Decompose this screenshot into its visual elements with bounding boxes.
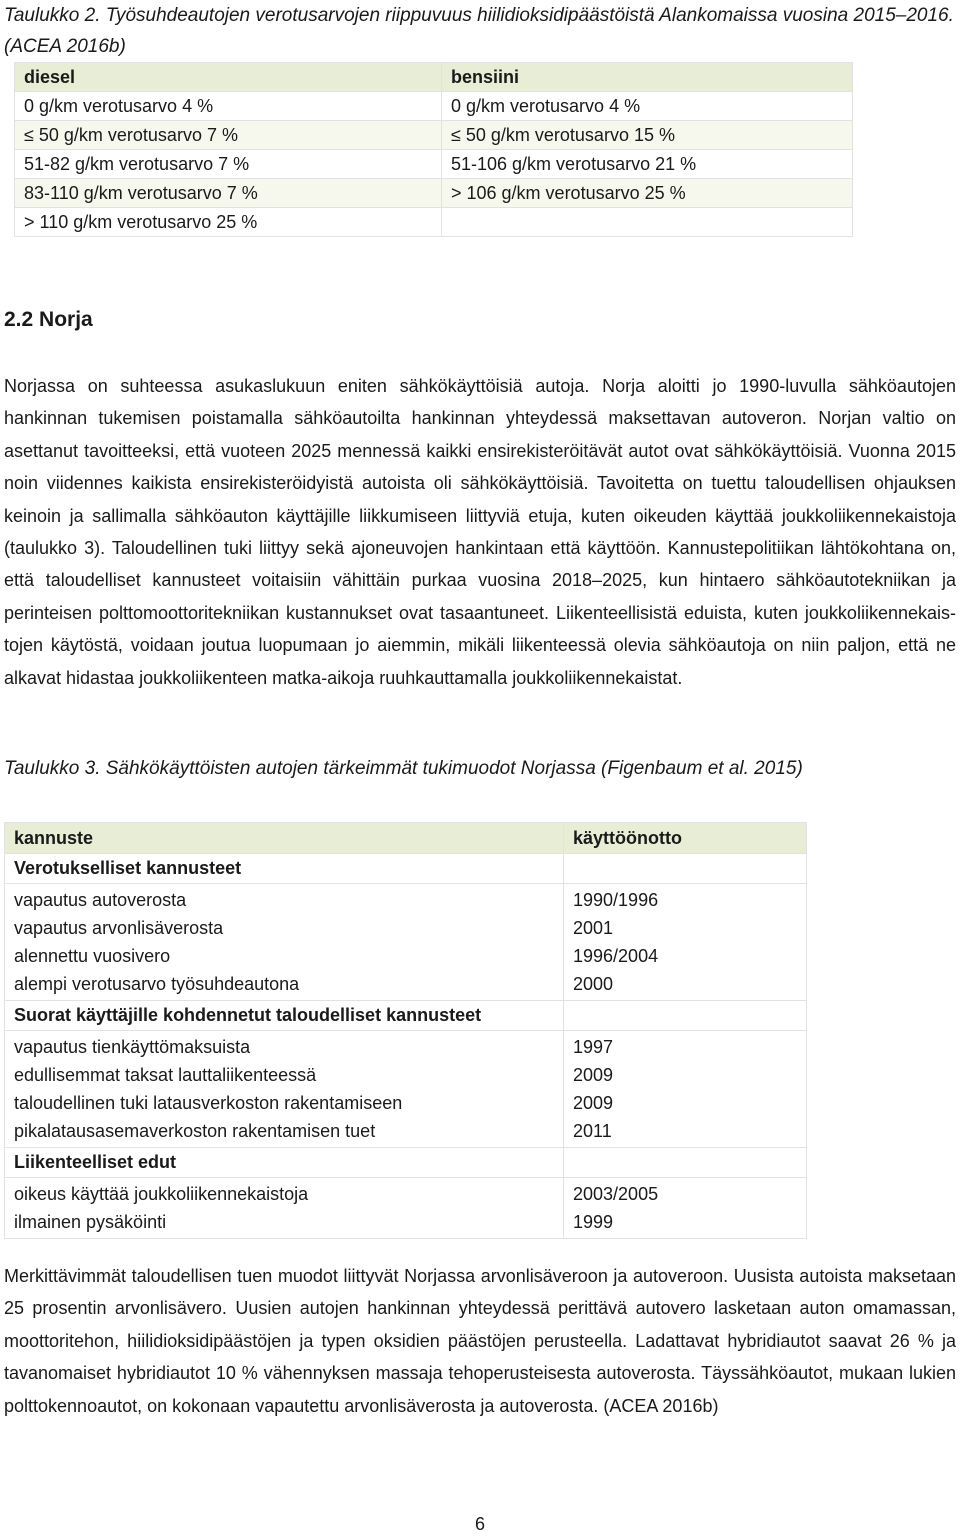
table-cell: 51-82 g/km verotusarvo 7 % — [15, 150, 442, 179]
table3-header-row — [5, 823, 807, 854]
year-value: 2009 — [573, 1065, 614, 1085]
table-cell — [442, 208, 853, 237]
section-heading: 2.2 Norja — [4, 308, 93, 331]
paragraph-taxation: Merkittävimmät taloudellisen tuen muodot liittyvät Norjassa arvonlisäveroon ja autoveroon. Uusista autoista maksetaan 25 prosentin arvonlisävero. Uusien autojen hankinnan yhteydessä perittävä autovero lasketaan auton omamassan, moottoritehon, hiilidioksidipäästöjen ja typen oksidien päästöjen perusteella. Ladattavat hybridiautot saavat 26 % ja tavanomaiset hybridiautot 10 % vähennyksen massaja tehoperusteisesta autoverosta. Täyssähköautot, mukaan lukien polttokennoautot, on kokonaan vapautettu arvonlisäverosta ja autoverosta. (ACEA 2016b) — [4, 1266, 956, 1416]
year-value: 2003/2005 — [573, 1184, 659, 1204]
table2-caption: Taulukko 2. Työsuhdeautojen verotusarvojen riippuvuus hiilidioksidipäästöistä Alankomaissa vuosina 2015–2016. (ACEA 2016b) — [4, 5, 954, 57]
year-value: 1997 — [573, 1037, 614, 1057]
table2-header-row — [15, 63, 853, 92]
table-cell: ≤ 50 g/km verotusarvo 15 % — [442, 121, 853, 150]
table-cell: > 110 g/km verotusarvo 25 % — [15, 208, 442, 237]
table-cell: 51-106 g/km verotusarvo 21 % — [442, 150, 853, 179]
table3-header-kannuste: kannuste — [5, 823, 564, 854]
list-item: alennettu vuosivero — [14, 946, 171, 966]
table-row — [15, 92, 853, 121]
year-value: 1999 — [573, 1212, 614, 1232]
list-item: pikalatausasemaverkoston rakentamisen tuet — [14, 1121, 376, 1141]
table-row — [5, 1178, 807, 1239]
year-value: 1996/2004 — [573, 946, 659, 966]
table3-header-kayttoonotto: käyttöönotto — [564, 823, 807, 854]
page-number: 6 — [474, 1514, 485, 1534]
table-row — [15, 121, 853, 150]
paragraph-norway: Norjassa on suhteessa asukaslukuun eniten sähkökäyttöisiä autoja. Norja aloitti jo 1990-luvulla sähköautojen hankinnan tukemisen poistamalla sähköautoilta hankinnan yhteydessä maksettavan autoveron. Norjan valtio on asettanut tavoitteeksi, että vuoteen 2025 mennessä kaikki ensirekisteröitävät autot ovat sähkökäyttöisiä. Vuonna 2015 noin viidennes kaikista ensirekisteröidyistä autoista oli sähkökäyttöisiä. Tavoitetta on tuettu taloudellisen ohjauksen keinoin ja sallimalla sähköauton käyttäjille liikkumiseen liittyviä etuja, kuten oikeuden käyttää joukkoliikennekaistoja (taulukko 3). Taloudellinen tuki liittyy sekä ajoneuvojen hankintaan että käyttöön. Kannustepolitiikan lähtökohtana on, että taloudelliset kannusteet voitaisiin vähittäin purkaa vuosina 2018–2025, kun hintaero sähköautotekniikan ja perinteisen polttomoottoritekniikan kustannukset ovat tasaantuneet. Liikenteellisistä eduista, kuten joukkoliikennekaistojen käytöstä, voidaan joutua luopumaan jo aiemmin, mikäli liikenteessä olevia sähköautoja on niin paljon, että ne alkavat hidastaa joukkoliikenteen matka-aikoja ruuhkauttamalla joukkoliikennekaistat. — [4, 376, 956, 688]
year-value: 2011 — [573, 1121, 612, 1141]
table-row — [5, 884, 807, 1001]
list-item: vapautus tienkäyttömaksuista — [14, 1037, 251, 1057]
table-cell: ≤ 50 g/km verotusarvo 7 % — [15, 121, 442, 150]
table3-group-title-row — [5, 1001, 807, 1031]
table3 — [4, 822, 807, 1239]
table-row — [5, 1031, 807, 1148]
list-item: alempi verotusarvo työsuhdeautona — [14, 974, 300, 994]
table3-group-title-row — [5, 854, 807, 884]
list-item: vapautus arvonlisäverosta — [14, 918, 224, 938]
table2-header-diesel: diesel — [15, 63, 442, 92]
list-item: ilmainen pysäköinti — [14, 1212, 167, 1232]
list-item: oikeus käyttää joukkoliikennekaistoja — [14, 1184, 309, 1204]
year-value: 2009 — [573, 1093, 614, 1113]
table-cell: 83-110 g/km verotusarvo 7 % — [15, 179, 442, 208]
table-row — [15, 179, 853, 208]
group-title: Verotukselliset kannusteet — [5, 854, 564, 884]
table-cell: 0 g/km verotusarvo 4 % — [15, 92, 442, 121]
table3-caption: Taulukko 3. Sähkökäyttöisten autojen tärkeimmät tukimuodot Norjassa (Figenbaum et al. 2015) — [4, 758, 803, 779]
list-item: vapautus autoverosta — [14, 890, 187, 910]
table-cell: > 106 g/km verotusarvo 25 % — [442, 179, 853, 208]
table2 — [14, 62, 853, 237]
year-value: 1990/1996 — [573, 890, 659, 910]
table-cell: 0 g/km verotusarvo 4 % — [442, 92, 853, 121]
year-value: 2000 — [573, 974, 614, 994]
list-item: taloudellinen tuki latausverkoston rakentamiseen — [14, 1093, 403, 1113]
group-title: Suorat käyttäjille kohdennetut taloudelliset kannusteet — [5, 1001, 564, 1031]
table-row — [15, 208, 853, 237]
group-title: Liikenteelliset edut — [5, 1148, 564, 1178]
table2-header-bensiini: bensiini — [442, 63, 853, 92]
list-item: edullisemmat taksat lauttaliikenteessä — [14, 1065, 317, 1085]
table-row — [15, 150, 853, 179]
table3-group-title-row — [5, 1148, 807, 1178]
year-value: 2001 — [573, 918, 614, 938]
